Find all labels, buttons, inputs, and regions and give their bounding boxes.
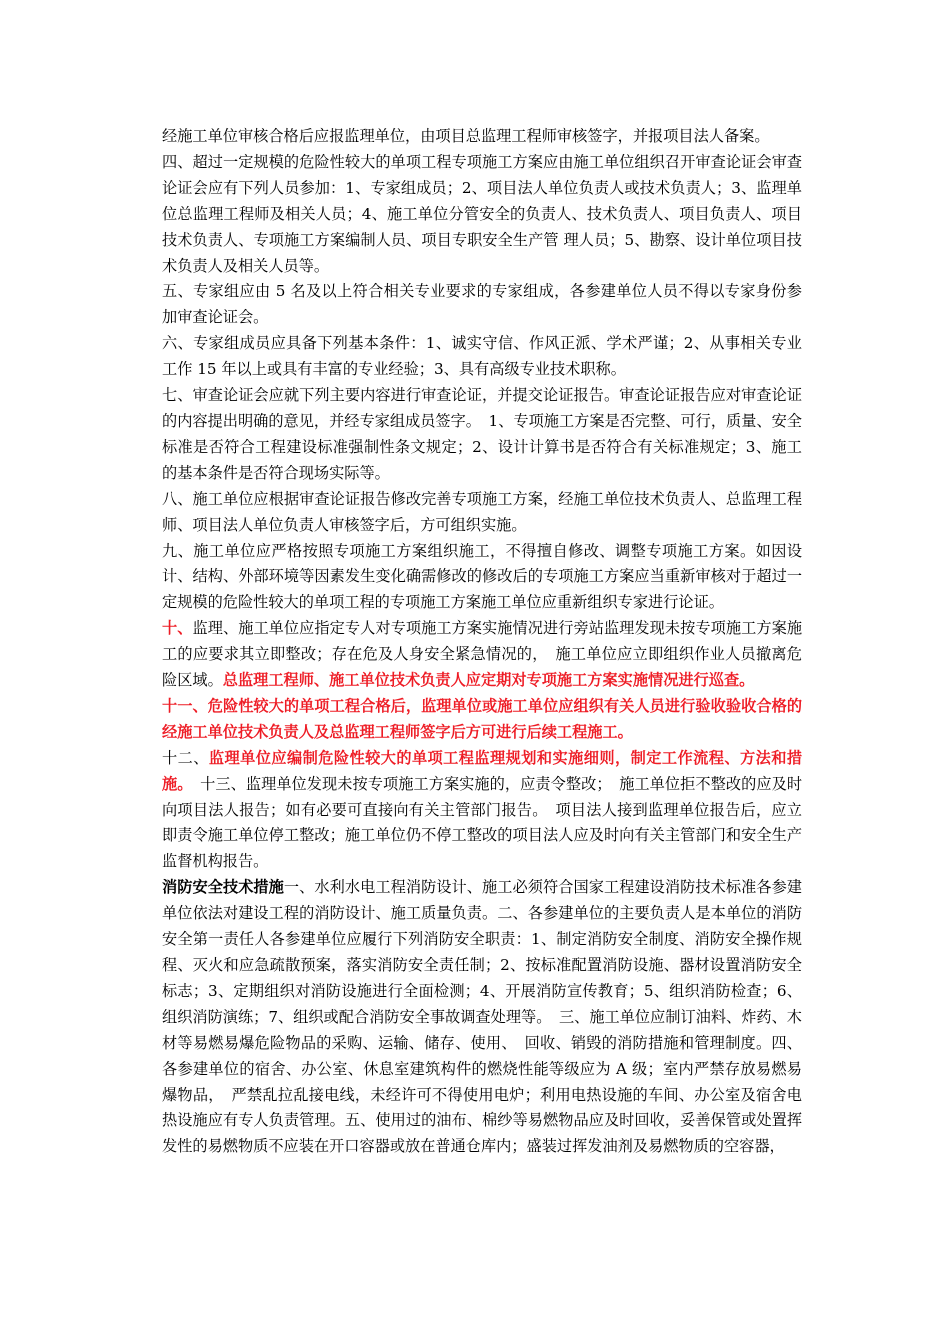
paragraph-text: 十二、 [162,748,209,767]
paragraph-text: 四、超过一定规模的危险性较大的单项工程专项施工方案应由施工单位组织召开审查论证会审查论证会应有下列人员参加：1、专家组成员；2、项目法人单位负责人或技术负责人；3、监理单位总监理工程师及相关人员；4、施工单位分管安全的负责人、技术负责人、项目负责人、项目技术负责人、专项施工方案编制人员、项目专职安全生产管 理人员；5、勘察、设计单位项目技术负责人及相关人员等。 [162,152,802,275]
paragraph-text: 五、专家组应由 5 名及以上符合相关专业要求的专家组成，各参建单位人员不得以专家身份参加审查论证会。 [162,282,802,327]
paragraph-item-9 [162,539,802,617]
paragraph-text: 八、施工单位应根据审查论证报告修改完善专项施工方案，经施工单位技术负责人、总监理工程师、项目法人单位负责人审核签字后，方可组织实施。 [162,489,802,534]
paragraph-text: 十三、监理单位发现未按专项施工方案实施的，应责令整改； 施工单位拒不整改的应及时向项目法人报告；如有必要可直接向有关主管部门报告。 项目法人接到监理单位报告后，应立即责令施工单位停工整改；施工单位仍不停工整改的项目法人应及时向有关主管部门和安全生产监督机构报告。 [162,774,803,871]
paragraph-fire-safety [162,875,802,1160]
highlight-text: 十、 [162,619,193,638]
paragraph-text: 一、水利水电工程消防设计、施工必须符合国家工程建设消防技术标准各参建单位依法对建设工程的消防设计、施工质量负责。二、各参建单位的主要负责人是本单位的消防安全第一责任人各参建单位应履行下列消防安全职责：1、制定消防安全制度、消防安全操作规程、灭火和应急疏散预案，落实消防安全责任制；2、按标准配置消防设施、器材设置消防安全标志；3、定期组织对消防设施进行全面检测；4、开展消防宣传教育；5、组织消防检查；6、组织消防演练；7、组织或配合消防安全事故调查处理等。 三、施工单位应制订油料、炸药、木材等易燃易爆危险物品的采购、运输、储存、使用、 回收、销毁的消防措施和管理制度。四、各参建单位的宿舍、办公室、休息室建筑构件的燃烧性能等级应为 A 级；室内严禁存放易燃易爆物品， 严禁乱拉乱接电线，未经许可不得使用电炉；利用电热设施的车间、办公室及宿舍电热设施应有专人负责管理。五、使用过的油布、棉纱等易燃物品应及时回收，妥善保管或处置挥发性的易燃物质不应装在开口容器或放在普通仓库内；盛装过挥发油剂及易燃物质的空容器， [162,878,803,1156]
paragraph-item-5 [162,279,802,331]
paragraph-item-7 [162,383,802,487]
paragraph-item-12-13 [162,746,802,876]
paragraph-approval-intro [162,124,802,150]
paragraph-item-11 [162,694,802,746]
paragraph-text: 六、专家组成员应具备下列基本条件：1、诚实守信、作风正派、学术严谨；2、从事相关专业工作 15 年以上或具有丰富的专业经验；3、具有高级专业技术职称。 [162,334,802,379]
paragraph-item-4 [162,150,802,280]
paragraph-text: 七、审查论证会应就下列主要内容进行审查论证，并提交论证报告。审查论证报告应对审查论证的内容提出明确的意见，并经专家组成员签字。 1、专项施工方案是否完整、可行，质量、安全标准是否符合工程建设标准强制性条文规定；2、设计计算书是否符合有关标准规定；3、施工的基本条件是否符合现场实际等。 [162,386,802,482]
paragraph-item-10 [162,616,802,694]
paragraph-item-8 [162,487,802,539]
paragraph-text: 监理、施工单位应指定专人对专项施工方案实施情况进行旁站监理发现未按专项施工方案施工的应要求其立即整改；存在危及人身安全紧急情况的， 施工单位应立即组织作业人员撤离危险区域。 [162,619,803,690]
section-heading: 消防安全技术措施 [162,878,284,897]
highlight-text: 总监理工程师、施工单位技术负责人应定期对专项施工方案实施情况进行巡查。 [222,671,755,690]
paragraph-item-6 [162,331,802,383]
highlight-text: 十一、危险性较大的单项工程合格后，监理单位或施工单位应组织有关人员进行验收验收合格的经施工单位技术负责人及总监理工程师签字后方可进行后续工程施工。 [162,696,802,741]
document-page [162,124,802,1160]
paragraph-text: 九、施工单位应严格按照专项施工方案组织施工，不得擅自修改、调整专项施工方案。如因设计、结构、外部环境等因素发生变化确需修改的修改后的专项施工方案应当重新审核对于超过一定规模的危险性较大的单项工程的专项施工方案施工单位应重新组织专家进行论证。 [162,541,802,612]
highlight-text: 监理单位应编制危险性较大的单项工程监理规划和实施细则，制定工作流程、方法和措施。 [162,748,803,793]
paragraph-text: 经施工单位审核合格后应报监理单位，由项目总监理工程师审核签字，并报项目法人备案。 [162,127,770,145]
